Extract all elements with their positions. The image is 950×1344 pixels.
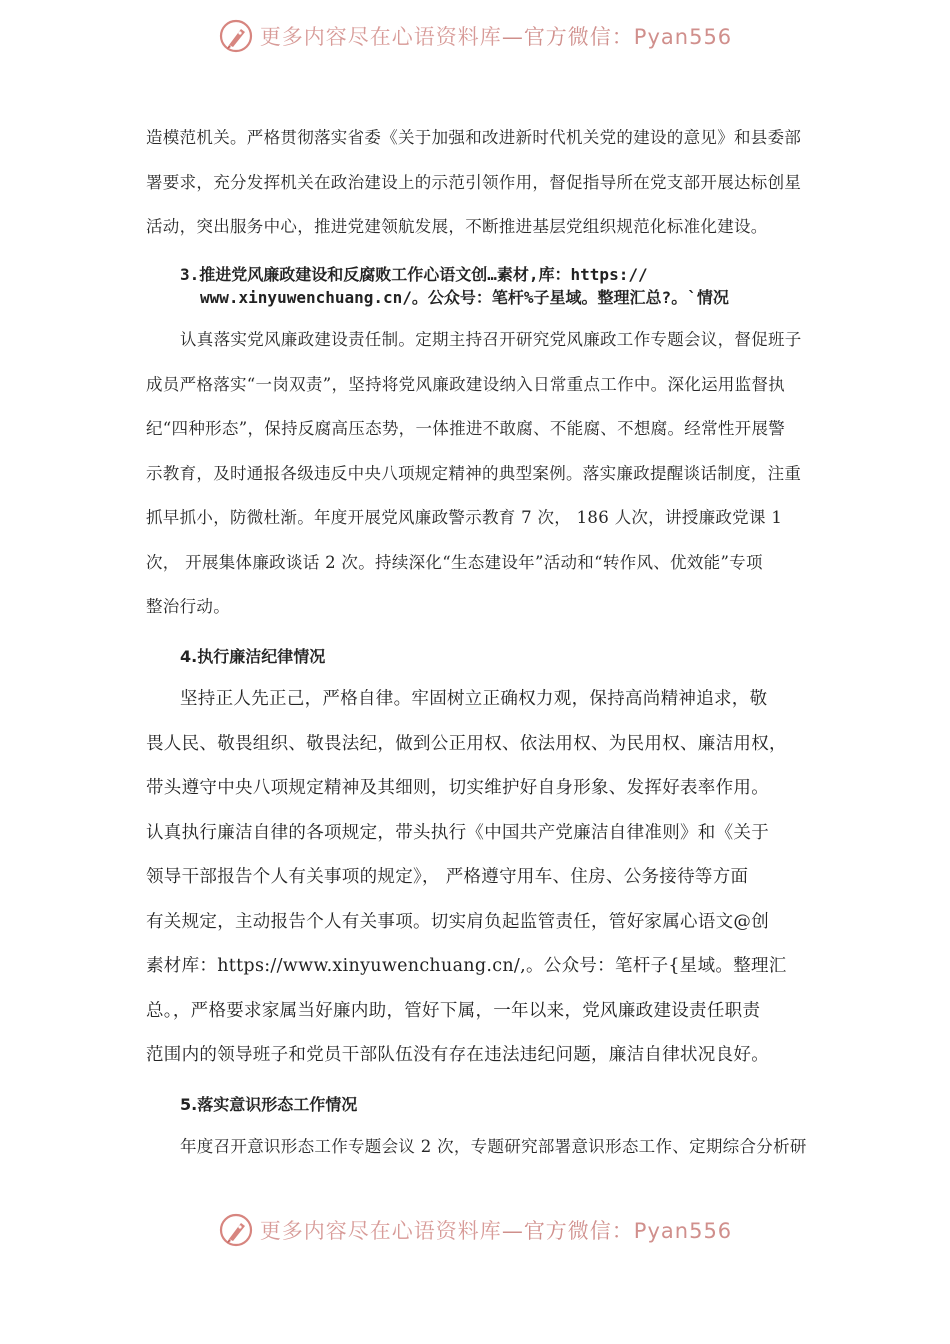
banner-site-name: 更多内容尽在心语资料库 [259,1219,502,1243]
pen-nib-icon [218,18,254,54]
text-line: 活动，突出服务中心，推进党建领航发展，不断推进基层党组织规范化标准化建设。 [146,217,768,236]
text-line: 造模范机关。严格贯彻落实省委《关于加强和改进新时代机关党的建设的意见》和县委部 [146,128,802,147]
banner-wechat: 官方微信：Pyan556 [523,25,733,49]
text-line: 整治行动。 [146,597,230,616]
heading-line: www.xinyuwenchuang.cn/。公众号：笔杆%子星域。整理汇总?。`情况 [200,288,729,307]
text-line: 成员严格落实“一岗双责”，坚持将党风廉政建设纳入日常重点工作中。深化运用监督执 [146,374,786,394]
banner-site-name: 更多内容尽在心语资料库 [259,25,502,49]
text-line: 纪“四种形态”，保持反腐高压态势，一体推进不敢腐、不能腐、不想腐。经常性开展警 [146,419,786,438]
pen-nib-icon [218,1212,254,1248]
banner-dash: — [501,25,524,49]
text-line: 领导干部报告个人有关事项的规定》， 严格遵守用车、住房、公务接待等方面 [146,867,749,887]
text-line: 畏人民、敬畏组织、敬畏法纪，做到公正用权、依法用权、为民用权、廉洁用权， [146,733,787,754]
text-line: 范围内的领导班子和党员干部队伍没有存在违法违纪问题，廉洁自律状况良好。 [146,1045,769,1065]
paragraph-2 [146,318,816,630]
banner-dash: — [501,1219,524,1243]
footer-banner [0,1208,950,1252]
paragraph-3 [146,677,816,1078]
text-line: 有关规定，主动报告个人有关事项。切实肩负起监管责任，管好家属心语文@创 [146,911,769,932]
text-line: 坚持正人先正己，严格自律。牢固树立正确权力观，保持高尚精神追求，敬 [180,689,768,709]
banner-text [260,21,732,51]
header-banner [0,14,950,58]
paragraph-1 [146,116,816,250]
text-line: 素材库：https://www.xinyuwenchuang.cn/,。公众号：笔杆子{星域。整理汇 [146,956,787,976]
text-line: 次， 开展集体廉政谈话 2 次。持续深化“生态建设年”活动和“转作风、优效能”专项 [146,552,763,572]
banner-wechat: 官方微信：Pyan556 [523,1219,733,1243]
paragraph-4 [146,1125,816,1170]
banner-text [260,1215,732,1245]
heading-line: 3.推进党风廉政建设和反腐败工作心语文创…素材,库：https:// [180,265,648,284]
text-line: 总。，严格要求家属当好廉内助，管好下属，一年以来，党风廉政建设责任职责 [146,1000,761,1021]
section-heading-5: 5.落实意识形态工作情况 [180,1095,358,1114]
text-line: 认真执行廉洁自律的各项规定，带头执行《中国共产党廉洁自律准则》和《关于 [146,822,769,843]
text-line: 署要求，充分发挥机关在政治建设上的示范引领作用，督促指导所在党支部开展达标创星 [146,172,802,192]
text-line: 示教育，及时通报各级违反中央八项规定精神的典型案例。落实廉政提醒谈话制度，注重 [146,463,802,483]
text-line: 带头遵守中央八项规定精神及其细则，切实维护好自身形象、发挥好表率作用。 [146,778,769,798]
section-heading-3 [180,263,729,309]
text-line: 年度召开意识形态工作专题会议 2 次，专题研究部署意识形态工作、定期综合分析研 [180,1137,807,1156]
section-heading-4: 4.执行廉洁纪律情况 [180,647,326,666]
text-line: 抓早抓小，防微杜渐。年度开展党风廉政警示教育 7 次， 186 人次，讲授廉政党课 1 [146,508,783,527]
text-line: 认真落实党风廉政建设责任制。定期主持召开研究党风廉政工作专题会议，督促班子 [180,330,802,349]
